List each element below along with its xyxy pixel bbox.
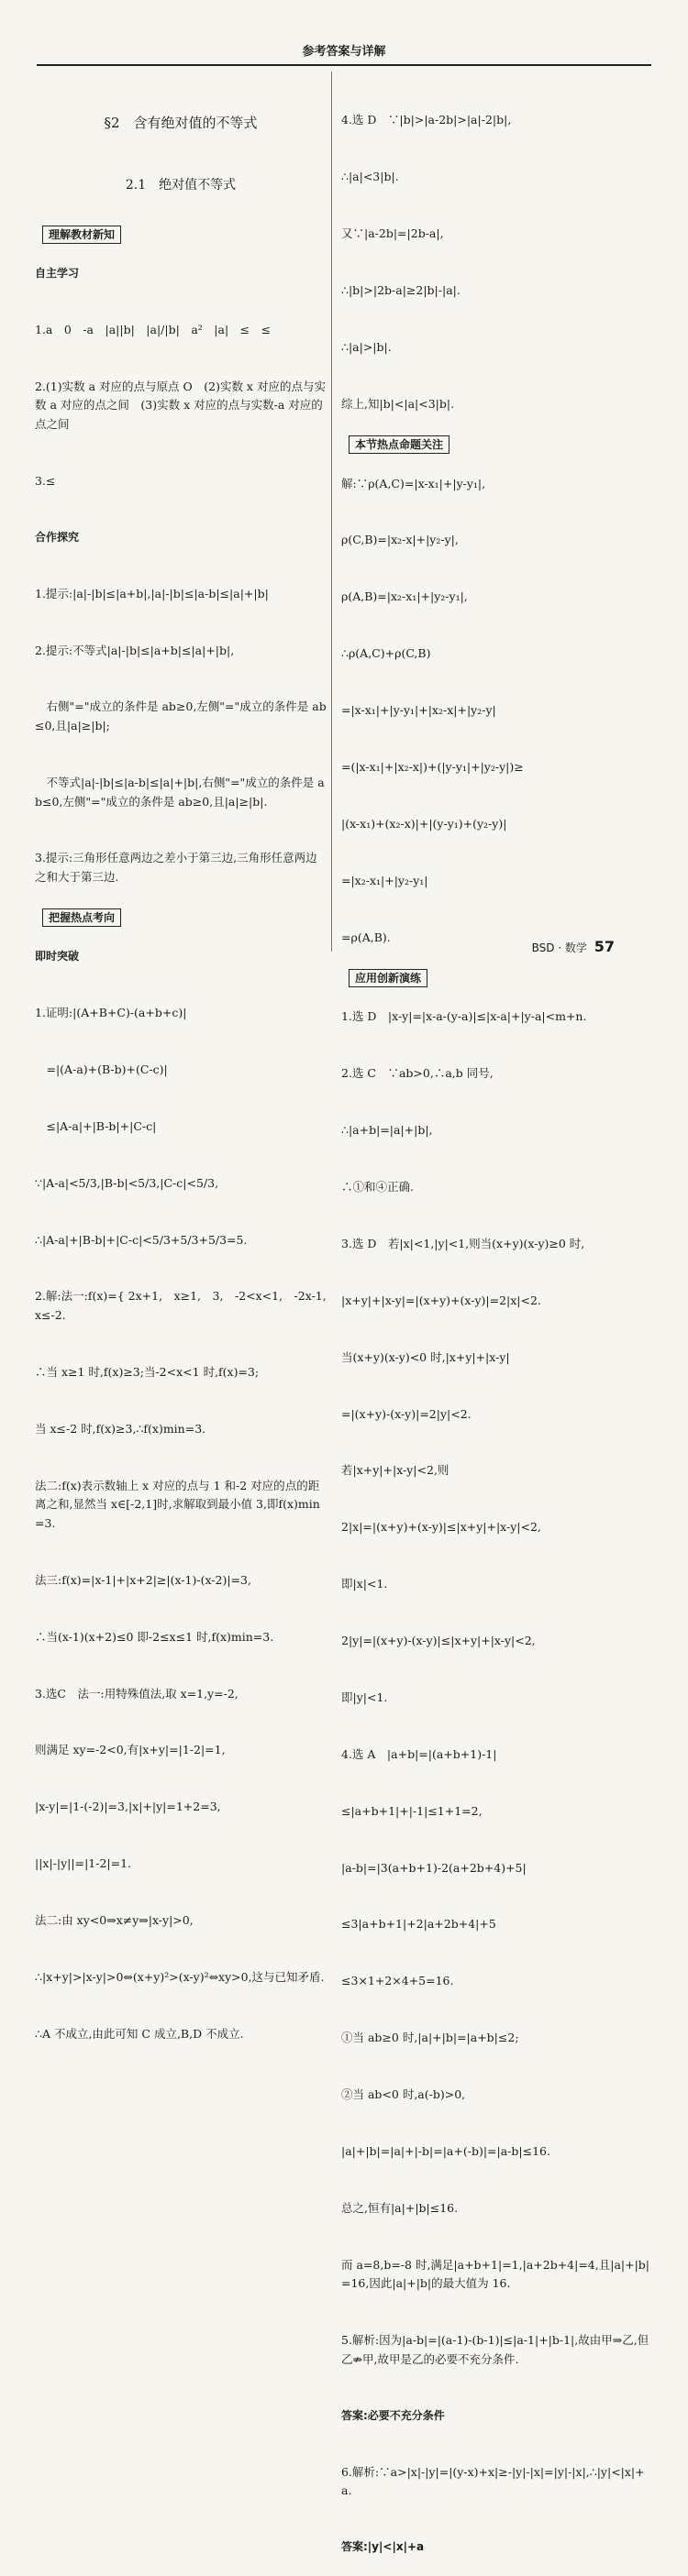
answer-line: ∴A 不成立,由此可知 C 成立,B,D 不成立. bbox=[35, 2026, 244, 2041]
answer-line: 答案:必要不充分条件 bbox=[341, 2408, 445, 2422]
answer-line: ≤3×1+2×4+5=16. bbox=[341, 1974, 454, 1988]
answer-line: ∴|x+y|>|x-y|>0⇔(x+y)²>(x-y)²⇔xy>0,这与已知矛盾. bbox=[35, 1969, 325, 1984]
answer-line: 2.提示:不等式|a|-|b|≤|a+b|≤|a|+|b|, bbox=[35, 643, 235, 657]
answer-line: |x-y|=|1-(-2)|=3,|x|+|y|=1+2=3, bbox=[35, 1800, 221, 1814]
answer-line: ||x|-|y||=|1-2|=1. bbox=[35, 1856, 132, 1871]
answer-line: =(|x-x₁|+|x₂-x|)+(|y-y₁|+|y₂-y|)≥ bbox=[341, 759, 524, 774]
answer-line: 即|y|<1. bbox=[341, 1690, 388, 1704]
answer-line: ∴|a|<3|b|. bbox=[341, 170, 399, 184]
answer-line: 5.解析:因为|a-b|=|(a-1)-(b-1)|≤|a-1|+|b-1|,故由甲⇒乙,但乙⇏甲,故甲是乙的必要不充分条件. bbox=[341, 2333, 649, 2366]
answer-line: 若|x+y|+|x-y|<2,则 bbox=[341, 1463, 449, 1478]
answer-line: 法二:由 xy<0⇒x≠y⇒|x-y|>0, bbox=[35, 1913, 194, 1928]
answer-line: 4.选 A |a+b|=|(a+b+1)-1| bbox=[341, 1746, 497, 1761]
answer-line: |(x-x₁)+(x₂-x)|+|(y-y₁)+(y₂-y)| bbox=[341, 816, 507, 831]
answer-line: ∴|a+b|=|a|+|b|, bbox=[341, 1123, 433, 1138]
sub-heading: 合作探究 bbox=[35, 530, 80, 544]
section-heading: 理解教材新知 bbox=[42, 226, 121, 244]
answer-line: 又∵|a-2b|=|2b-a|, bbox=[341, 226, 444, 240]
answer-line: 3.≤ bbox=[35, 473, 56, 488]
answer-line: ∴当(x-1)(x+2)≤0 即-2≤x≤1 时,f(x)min=3. bbox=[35, 1629, 274, 1644]
answer-line: 1.a 0 -a |a||b| |a|/|b| a² |a| ≤ ≤ bbox=[35, 322, 272, 336]
answer-line: =|x₂-x₁|+|y₂-y₁| bbox=[341, 873, 428, 887]
answer-line: =|x-x₁|+|y-y₁|+|x₂-x|+|y₂-y| bbox=[341, 703, 496, 717]
section-heading: 本节热点命题关注 bbox=[349, 435, 449, 454]
left-column bbox=[35, 73, 338, 2041]
answer-line: 3.提示:三角形任意两边之差小于第三边,三角形任意两边之和大于第三边. bbox=[35, 851, 317, 885]
sub-heading: 自主学习 bbox=[35, 266, 80, 280]
answer-line: 2.解:法一:f(x)={ 2x+1, x≥1, 3, -2<x<1, -2x-1, x≤-2. bbox=[35, 1289, 338, 1323]
answer-line: ∴当 x≥1 时,f(x)≥3;当-2<x<1 时,f(x)=3; bbox=[35, 1364, 260, 1379]
answer-line: ≤|A-a|+|B-b|+|C-c| bbox=[35, 1118, 157, 1133]
answer-line: ∴|a|>|b|. bbox=[341, 339, 392, 354]
answer-line: 2|y|=|(x+y)-(x-y)|≤|x+y|+|x-y|<2, bbox=[341, 1634, 536, 1647]
answer-line: 2.选 C ∵ab>0,∴a,b 同号, bbox=[341, 1066, 494, 1081]
answer-line: 而 a=8,b=-8 时,满足|a+b+1|=1,|a+2b+4|=4,且|a|+|b|=16,因此|a|+|b|的最大值为 16. bbox=[341, 2257, 650, 2291]
right-column bbox=[341, 73, 653, 2554]
answer-line: =|(A-a)+(B-b)+(C-c)| bbox=[35, 1062, 168, 1076]
page-number: 57 bbox=[594, 938, 615, 955]
header-title: 参考答案与详解 bbox=[302, 45, 386, 59]
section-subtitle: 2.1 绝对值不等式 bbox=[125, 177, 237, 193]
answer-line: 不等式|a|-|b|≤|a-b|≤|a|+|b|,右侧"="成立的条件是 ab≤0,左侧"="成立的条件是 ab≥0,且|a|≥|b|. bbox=[35, 775, 325, 809]
section-heading: 把握热点考向 bbox=[42, 908, 121, 927]
answer-line: 总之,恒有|a|+|b|≤16. bbox=[341, 2200, 459, 2215]
page-header bbox=[37, 40, 651, 66]
answer-line: ②当 ab<0 时,a(-b)>0, bbox=[341, 2087, 466, 2101]
section-heading: 应用创新演练 bbox=[349, 969, 427, 987]
answer-line: ρ(A,B)=|x₂-x₁|+|y₂-y₁|, bbox=[341, 589, 468, 604]
answer-line: 即|x|<1. bbox=[341, 1577, 388, 1591]
answer-line: 3.选C 法一:用特殊值法,取 x=1,y=-2, bbox=[35, 1686, 239, 1701]
page-footer bbox=[532, 935, 615, 959]
column-divider bbox=[331, 72, 332, 952]
answer-line: ①当 ab≥0 时,|a|+|b|=|a+b|≤2; bbox=[341, 2031, 519, 2045]
answer-line: ∵|A-a|<5/3,|B-b|<5/3,|C-c|<5/3, bbox=[35, 1175, 219, 1190]
answer-line: |x+y|+|x-y|=|(x+y)+(x-y)|=2|x|<2. bbox=[341, 1293, 541, 1307]
answer-line: 当 x≤-2 时,f(x)≥3,∴f(x)min=3. bbox=[35, 1421, 206, 1436]
answer-line: 法二:f(x)表示数轴上 x 对应的点与 1 和-2 对应的点的距离之和,显然当 x∈[-2,1]时,求解取到最小值 3,即f(x)min=3. bbox=[35, 1478, 320, 1530]
answer-line: 3.选 D 若|x|<1,|y|<1,则当(x+y)(x-y)≥0 时, bbox=[341, 1236, 585, 1250]
sub-heading: 即时突破 bbox=[35, 949, 80, 963]
footer-label: BSD · 数学 bbox=[531, 941, 587, 954]
answer-line: 1.提示:|a|-|b|≤|a+b|,|a|-|b|≤|a-b|≤|a|+|b| bbox=[35, 586, 269, 600]
answer-line: |a|+|b|=|a|+|-b|=|a+(-b)|=|a-b|≤16. bbox=[341, 2143, 550, 2158]
answer-line: 1.选 D |x-y|=|x-a-(y-a)|≤|x-a|+|y-a|<m+n. bbox=[341, 1009, 587, 1024]
answer-line: 2.(1)实数 a 对应的点与原点 O (2)实数 x 对应的点与实数 a 对应的点之间 (3)实数 x 对应的点与实数-a 对应的点之间 bbox=[35, 379, 326, 431]
answer-line: 综上,知|b|<|a|<3|b|. bbox=[341, 396, 455, 411]
section-title: §2 含有绝对值的不等式 bbox=[104, 115, 258, 132]
answer-line: 解:∵ρ(A,C)=|x-x₁|+|y-y₁|, bbox=[341, 476, 486, 490]
answer-line: 当(x+y)(x-y)<0 时,|x+y|+|x-y| bbox=[341, 1349, 510, 1364]
answer-line: 1.证明:|(A+B+C)-(a+b+c)| bbox=[35, 1006, 187, 1020]
answer-line: 右侧"="成立的条件是 ab≥0,左侧"="成立的条件是 ab≤0,且|a|≥|b|; bbox=[35, 699, 327, 733]
answer-line: ∴|b|>|2b-a|≥2|b|-|a|. bbox=[341, 282, 461, 297]
answer-line: =ρ(A,B). bbox=[341, 930, 391, 944]
answer-line: |a-b|=|3(a+b+1)-2(a+2b+4)+5| bbox=[341, 1860, 527, 1875]
answer-line: 6.解析:∵a>|x|-|y|=|(y-x)+x|≥-|y|-|x|=|y|-|x|,∴|y|<|x|+a. bbox=[341, 2464, 645, 2498]
answer-line: ∴ρ(A,C)+ρ(C,B) bbox=[341, 646, 431, 661]
answer-line: 法三:f(x)=|x-1|+|x+2|≥|(x-1)-(x-2)|=3, bbox=[35, 1572, 251, 1587]
answer-line: 4.选 D ∵|b|>|a-2b|>|a|-2|b|, bbox=[341, 113, 512, 127]
answer-line: =|(x+y)-(x-y)|=2|y|<2. bbox=[341, 1406, 472, 1421]
answer-line: ρ(C,B)=|x₂-x|+|y₂-y|, bbox=[341, 533, 459, 547]
answer-line: 答案:|y|<|x|+a bbox=[341, 2540, 425, 2554]
answer-line: ≤3|a+b+1|+2|a+2b+4|+5 bbox=[341, 1917, 496, 1932]
answer-line: ∴|A-a|+|B-b|+|C-c|<5/3+5/3+5/3=5. bbox=[35, 1232, 248, 1247]
answer-line: 则满足 xy=-2<0,有|x+y|=|1-2|=1, bbox=[35, 1743, 226, 1757]
answer-line: ∴①和④正确. bbox=[341, 1180, 414, 1194]
answer-line: ≤|a+b+1|+|-1|≤1+1=2, bbox=[341, 1803, 483, 1818]
answer-line: 2|x|=|(x+y)+(x-y)|≤|x+y|+|x-y|<2, bbox=[341, 1520, 541, 1535]
